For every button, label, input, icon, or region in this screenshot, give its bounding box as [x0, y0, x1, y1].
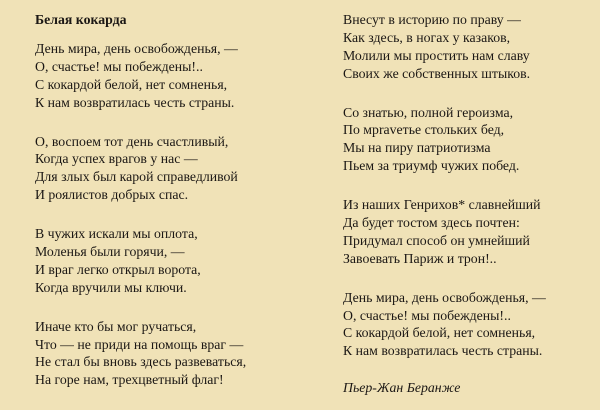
poem-line: Пьем за триумф чужих побед. — [343, 158, 520, 174]
poem-line: Когда успех врагов у нас — — [35, 151, 198, 167]
poem-line: К нам возвратилась честь страны. — [35, 94, 235, 110]
poem-line: В чужих искали мы оплота, — [35, 226, 198, 242]
poem-line: Мы на пиру патриотизма — [343, 140, 491, 156]
poem-line: Своих же собственных штыков. — [343, 65, 531, 81]
poem-line: Да будет тостом здесь почтен: — [343, 215, 520, 231]
poem-line: И враг легко открыл ворота, — [35, 261, 201, 277]
poem-line: Иначе кто бы мог ручаться, — [35, 318, 197, 334]
poem-title: Белая кокарда — [35, 12, 127, 27]
poem-line: С кокардой белой, нет сомненья, — [35, 76, 228, 92]
stanza-5 — [343, 11, 598, 83]
poem-line: По мpraveтье стольких бед, — [343, 122, 505, 138]
poem-line: Из наших Генрихов* славнейший — [343, 197, 541, 213]
stanza-7 — [343, 196, 598, 268]
poem-line: С кокардой белой, нет сомненья, — [343, 325, 536, 341]
stanza-3 — [35, 225, 290, 297]
left-column — [35, 11, 290, 410]
poem-author: Пьер-Жан Беранже — [343, 380, 461, 396]
poem-line: И роялистов добрых спас. — [35, 187, 189, 203]
poem-line: О, воспоем тот день счастливый, — [35, 133, 229, 149]
poem-line: О, счастье! мы побеждены!.. — [343, 307, 511, 323]
stanza-2 — [35, 133, 290, 205]
poem-line: День мира, день освобожденья, — — [35, 41, 238, 56]
poem-line: Придумал способ он умнейший — [343, 232, 530, 248]
stanza-1 — [35, 40, 290, 112]
poem-line: Как здесь, в ногах у казаков, — [343, 29, 511, 45]
stanza-6 — [343, 104, 598, 176]
poem-line: Что — не приди на помощь враг — — [35, 336, 244, 352]
poem-line: Для злых был карой справедливой — [35, 169, 238, 185]
poem-line: Завоевать Париж и трон!.. — [343, 250, 497, 266]
poem-line: Со знатью, полной героизма, — [343, 104, 514, 120]
poem-line: Не стал бы вновь здесь развеваться, — [35, 354, 247, 370]
poem-line: Моленья были горячи, — — [35, 244, 185, 260]
right-column — [343, 11, 598, 397]
poem-line: Молили мы простить нам славу — [343, 47, 530, 63]
poem-line: К нам возвратилась честь страны. — [343, 343, 543, 359]
stanza-8 — [343, 289, 598, 361]
poem-line: На горе нам, трехцветный флаг! — [35, 372, 224, 388]
poem-line: О, счастье! мы побеждены!.. — [35, 58, 203, 74]
poem-line: Внесут в историю по праву — — [343, 12, 521, 27]
poem-line: День мира, день освобожденья, — — [343, 289, 546, 305]
poem-line: Когда вручили мы ключи. — [35, 279, 187, 295]
stanza-4 — [35, 318, 290, 390]
